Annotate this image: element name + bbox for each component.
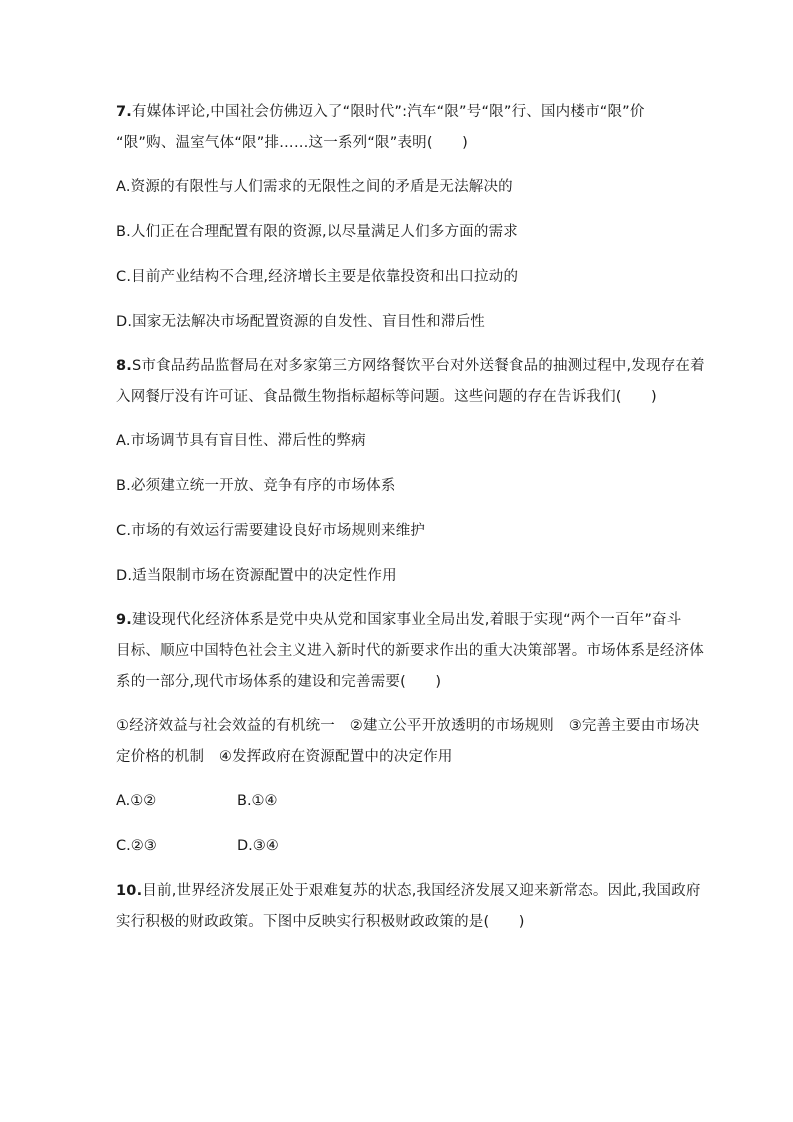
question-8-option-c: C.市场的有效运行需要建设良好市场规则来维护 [116, 523, 426, 539]
question-9-statements-1: ①经济效益与社会效益的有机统一 ②建立公平开放透明的市场规则 ③完善主要由市场决 [116, 718, 700, 734]
question-9-statements-2: 定价格的机制 ④发挥政府在资源配置中的决定作用 [116, 749, 453, 765]
question-9-stem-3: 系的一部分,现代市场体系的建设和完善需要( ) [116, 674, 442, 690]
question-7-number: 7. [116, 104, 132, 120]
question-9-option-d: D.③④ [237, 838, 279, 854]
question-7-option-b: B.人们正在合理配置有限的资源,以尽量满足人们多方面的需求 [116, 224, 518, 240]
question-8-stem-1: S市食品药品监督局在对多家第三方网络餐饮平台对外送餐食品的抽测过程中,发现存在着 [132, 358, 705, 374]
question-10-number: 10. [116, 883, 143, 899]
question-10-stem-1: 目前,世界经济发展正处于艰难复苏的状态,我国经济发展又迎来新常态。因此,我国政府 [142, 883, 701, 899]
question-7-option-c: C.目前产业结构不合理,经济增长主要是依靠投资和出口拉动的 [116, 269, 519, 285]
question-10-stem-2: 实行积极的财政政策。下图中反映实行积极财政政策的是( ) [116, 914, 525, 930]
question-8-line-1 [116, 356, 705, 376]
question-8-option-d: D.适当限制市场在资源配置中的决定性作用 [116, 568, 397, 584]
question-7-line-1 [116, 102, 645, 122]
question-9-stem-1: 建设现代化经济体系是党中央从党和国家事业全局出发,着眼于实现“两个一百年”奋斗 [132, 612, 682, 628]
question-7-option-d: D.国家无法解决市场配置资源的自发性、盲目性和滞后性 [116, 314, 485, 330]
question-9-number: 9. [116, 612, 132, 628]
question-9-option-b: B.①④ [237, 793, 278, 809]
question-9-option-c: C.②③ [116, 838, 157, 854]
question-8-number: 8. [116, 358, 132, 374]
question-8-option-a: A.市场调节具有盲目性、滞后性的弊病 [116, 433, 366, 449]
question-7-option-a: A.资源的有限性与人们需求的无限性之间的矛盾是无法解决的 [116, 179, 513, 195]
question-9-stem-2: 目标、顺应中国特色社会主义进入新时代的新要求作出的重大决策部署。市场体系是经济体 [116, 643, 704, 659]
question-9-option-a: A.①② [116, 793, 157, 809]
question-8-stem-2: 入网餐厅没有许可证、食品微生物指标超标等问题。这些问题的存在告诉我们( ) [116, 389, 657, 405]
question-7-stem-2: “限”购、温室气体“限”排……这一系列“限”表明( ) [116, 135, 468, 151]
question-7-stem-1: 有媒体评论,中国社会仿佛迈入了“限时代”:汽车“限”号“限”行、国内楼市“限”价 [132, 104, 645, 120]
question-8-option-b: B.必须建立统一开放、竞争有序的市场体系 [116, 478, 396, 494]
question-9-line-1 [116, 610, 681, 630]
question-10-line-1 [116, 881, 701, 901]
